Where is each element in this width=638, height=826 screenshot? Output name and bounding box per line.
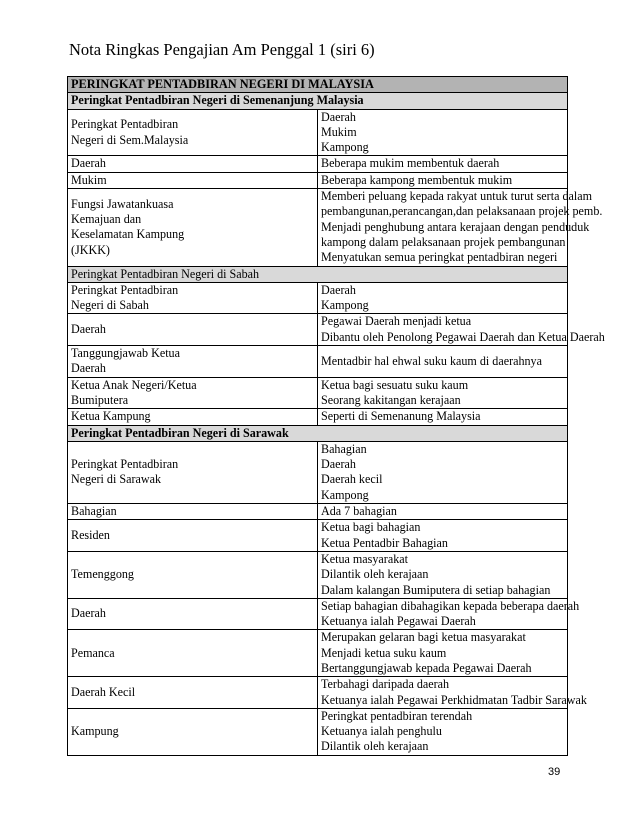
term-cell [68, 314, 318, 346]
term-line: Daerah [71, 361, 106, 376]
table-row [68, 377, 568, 409]
section-header: PERINGKAT PENTADBIRAN NEGERI DI MALAYSIA [68, 77, 568, 93]
term-cell [68, 630, 318, 677]
description-line: Mukim [321, 124, 357, 139]
description-line: Merupakan gelaran bagi ketua masyarakat [321, 630, 526, 645]
description-line: Seorang kakitangan kerajaan [321, 392, 461, 407]
description-line: Bahagian [321, 441, 367, 456]
description-cell [318, 520, 568, 552]
description-cell [318, 598, 580, 630]
table-row [68, 282, 568, 314]
description-line: Seperti di Semenanung Malaysia [321, 409, 481, 424]
subsection-header-row [68, 93, 568, 109]
table-row [68, 677, 568, 709]
subsection-header: Peringkat Pentadbiran Negeri di Semenanjung Malaysia [68, 93, 568, 109]
term-cell [68, 441, 318, 503]
term-line: Keselamatan Kampung [71, 227, 185, 242]
description-line: Dilantik oleh kerajaan [321, 567, 429, 582]
term-line: Negeri di Sabah [71, 298, 149, 313]
table-row [68, 156, 568, 172]
description-line: Beberapa mukim membentuk daerah [321, 156, 500, 171]
description-line: Dibantu oleh Penolong Pegawai Daerah dan Ketua Daerah [321, 329, 605, 344]
description-cell [318, 441, 568, 503]
description-cell [318, 708, 568, 755]
description-line: Menjadi ketua suku kaum [321, 645, 447, 660]
description-cell [318, 189, 603, 266]
description-line: Kampong [321, 487, 369, 502]
description-line: Setiap bahagian dibahagikan kepada beberapa daerah [321, 598, 580, 613]
description-line: Mentadbir hal ehwal suku kaum di daerahnya [321, 353, 542, 368]
description-line: Pegawai Daerah menjadi ketua [321, 314, 472, 329]
table-row [68, 598, 568, 630]
description-cell [318, 172, 568, 188]
term-cell [68, 156, 318, 172]
term-cell [68, 189, 318, 266]
term-cell [68, 409, 318, 425]
description-line: Kampong [321, 298, 369, 313]
table-row [68, 504, 568, 520]
term-cell [68, 282, 318, 314]
description-line: Bertanggungjawab kepada Pegawai Daerah [321, 660, 532, 675]
term-line: Bumiputera [71, 392, 129, 407]
term-cell [68, 504, 318, 520]
table-row [68, 314, 568, 346]
description-cell [318, 346, 568, 378]
term-line: Peringkat Pentadbiran [71, 282, 179, 297]
term-line: Daerah [71, 606, 106, 621]
term-line: Peringkat Pentadbiran [71, 457, 179, 472]
table-row [68, 520, 568, 552]
term-line: Kemajuan dan [71, 212, 142, 227]
term-line: Kampung [71, 724, 119, 739]
description-line: Daerah [321, 282, 356, 297]
term-line: Bahagian [71, 504, 117, 519]
term-line: Negeri di Sem.Malaysia [71, 132, 189, 147]
description-line: Beberapa kampong membentuk mukim [321, 172, 513, 187]
term-cell [68, 520, 318, 552]
term-line: Daerah [71, 322, 106, 337]
term-cell [68, 377, 318, 409]
description-cell [318, 282, 568, 314]
description-cell [318, 551, 568, 598]
term-line: Daerah Kecil [71, 684, 136, 699]
description-line: Daerah [321, 457, 356, 472]
description-cell [318, 677, 587, 709]
description-line: Ketua Pentadbir Bahagian [321, 535, 448, 550]
description-line: Daerah kecil [321, 472, 383, 487]
table-body [68, 77, 605, 756]
term-line: Residen [71, 527, 110, 542]
subsection-header: Peringkat Pentadbiran Negeri di Sarawak [68, 425, 568, 441]
description-cell [318, 409, 568, 425]
description-line: Terbahagi daripada daerah [321, 677, 450, 692]
term-line: Daerah [71, 156, 106, 171]
subsection-header: Peringkat Pentadbiran Negeri di Sabah [68, 266, 568, 282]
term-line: (JKKK) [71, 242, 110, 257]
section-header-row [68, 77, 568, 93]
table-row [68, 346, 568, 378]
description-line: Ketuanya ialah Pegawai Perkhidmatan Tadbir Sarawak [321, 692, 587, 707]
term-cell [68, 708, 318, 755]
table-row [68, 172, 568, 188]
term-line: Temenggong [71, 567, 134, 582]
description-cell [318, 377, 568, 409]
description-line: Dilantik oleh kerajaan [321, 739, 429, 754]
description-line: Ketua masyarakat [321, 551, 408, 566]
subsection-header-row [68, 266, 568, 282]
table-row [68, 109, 568, 156]
description-line: Ketuanya ialah penghulu [321, 724, 442, 739]
term-cell [68, 346, 318, 378]
term-cell [68, 598, 318, 630]
subsection-header-row [68, 425, 568, 441]
description-line: Menyatukan semua peringkat pentadbiran negeri [321, 250, 558, 265]
administration-table [67, 76, 605, 756]
term-cell [68, 109, 318, 156]
table-row [68, 189, 568, 266]
description-line: Peringkat pentadbiran terendah [321, 708, 473, 723]
term-line: Mukim [71, 172, 107, 187]
term-line: Tanggungjawab Ketua [71, 346, 180, 361]
term-line: Negeri di Sarawak [71, 472, 161, 487]
term-line: Peringkat Pentadbiran [71, 117, 179, 132]
table-row [68, 409, 568, 425]
description-line: Memberi peluang kepada rakyat untuk turut serta dalam [321, 189, 593, 204]
description-line: Ketua bagi sesuatu suku kaum [321, 377, 469, 392]
table-row [68, 708, 568, 755]
description-line: Ketua bagi bahagian [321, 520, 421, 535]
description-cell [318, 109, 568, 156]
description-line: kampong dalam pelaksanaan projek pembangunan [321, 234, 566, 249]
term-cell [68, 551, 318, 598]
description-line: Ada 7 bahagian [321, 504, 397, 519]
description-line: Daerah [321, 109, 356, 124]
document-title: Nota Ringkas Pengajian Am Penggal 1 (siri 6) [69, 40, 375, 59]
description-line: Menjadi penghubung antara kerajaan dengan penduduk [321, 219, 590, 234]
term-cell [68, 677, 318, 709]
page-number: 39 [548, 766, 561, 778]
description-cell [318, 156, 568, 172]
term-line: Ketua Anak Negeri/Ketua [71, 377, 197, 392]
term-cell [68, 172, 318, 188]
description-cell [318, 504, 568, 520]
table-row [68, 630, 568, 677]
table-row [68, 441, 568, 503]
table-row [68, 551, 568, 598]
term-line: Fungsi Jawatankuasa [71, 196, 174, 211]
description-cell [318, 314, 605, 346]
description-line: Dalam kalangan Bumiputera di setiap bahagian [321, 582, 551, 597]
term-line: Pemanca [71, 645, 115, 660]
description-line: Kampong [321, 140, 369, 155]
description-line: pembangunan,perancangan,dan pelaksanaan projek pemb. [321, 204, 603, 219]
term-line: Ketua Kampung [71, 409, 151, 424]
description-line: Ketuanya ialah Pegawai Daerah [321, 614, 476, 629]
description-cell [318, 630, 568, 677]
